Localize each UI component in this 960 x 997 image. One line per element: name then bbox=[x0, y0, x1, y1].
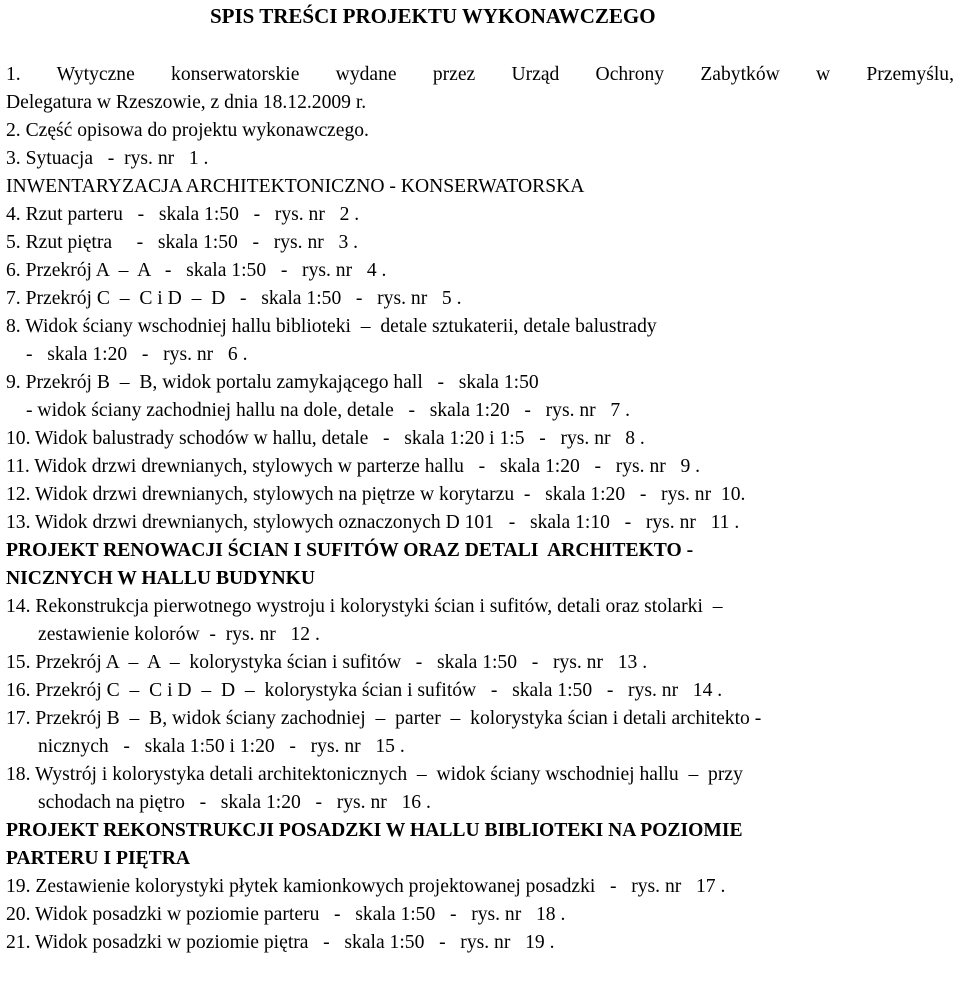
toc-item-12: 12. Widok drzwi drewnianych, stylowych na piętrze w korytarzu - skala 1:20 - rys. nr 10. bbox=[6, 484, 746, 505]
section-heading-floor-line-1: PROJEKT REKONSTRUKCJI POSADZKI W HALLU BIBLIOTEKI NA POZIOMIE bbox=[6, 820, 743, 841]
section-heading-floor-line-2: PARTERU I PIĘTRA bbox=[6, 848, 191, 869]
toc-item-6: 6. Przekrój A – A - skala 1:50 - rys. nr 4 . bbox=[6, 260, 387, 281]
toc-item-7: 7. Przekrój C – C i D – D - skala 1:50 - rys. nr 5 . bbox=[6, 288, 462, 309]
toc-item-19: 19. Zestawienie kolorystyki płytek kamionkowych projektowanej posadzki - rys. nr 17 . bbox=[6, 876, 726, 897]
toc-item-8-line-2: - skala 1:20 - rys. nr 6 . bbox=[26, 344, 248, 365]
document-title: SPIS TREŚCI PROJEKTU WYKONAWCZEGO bbox=[210, 4, 656, 28]
toc-item-16: 16. Przekrój C – C i D – D – kolorystyka ścian i sufitów - skala 1:50 - rys. nr 14 . bbox=[6, 680, 723, 701]
toc-item-1-line-2: Delegatura w Rzeszowie, z dnia 18.12.2009 r. bbox=[6, 92, 367, 113]
toc-item-18-line-2: schodach na piętro - skala 1:20 - rys. nr 16 . bbox=[38, 792, 431, 813]
toc-item-15: 15. Przekrój A – A – kolorystyka ścian i sufitów - skala 1:50 - rys. nr 13 . bbox=[6, 652, 648, 673]
toc-item-18-line-1: 18. Wystrój i kolorystyka detali architektonicznych – widok ściany wschodniej hallu – przy bbox=[6, 764, 743, 785]
toc-item-14-line-1: 14. Rekonstrukcja pierwotnego wystroju i kolorystyki ścian i sufitów, detali oraz stolarki – bbox=[6, 596, 723, 617]
toc-item-17-line-1: 17. Przekrój B – B, widok ściany zachodniej – parter – kolorystyka ścian i detali architekto - bbox=[6, 708, 762, 729]
toc-item-11: 11. Widok drzwi drewnianych, stylowych w parterze hallu - skala 1:20 - rys. nr 9 . bbox=[6, 456, 701, 477]
toc-item-10: 10. Widok balustrady schodów w hallu, detale - skala 1:20 i 1:5 - rys. nr 8 . bbox=[6, 428, 645, 449]
toc-item-8-line-1: 8. Widok ściany wschodniej hallu biblioteki – detale sztukaterii, detale balustrady bbox=[6, 316, 657, 337]
toc-item-21: 21. Widok posadzki w poziomie piętra - skala 1:50 - rys. nr 19 . bbox=[6, 932, 555, 953]
toc-item-3: 3. Sytuacja - rys. nr 1 . bbox=[6, 148, 209, 169]
toc-item-2: 2. Część opisowa do projektu wykonawczego. bbox=[6, 120, 369, 141]
section-heading-renovation-line-1: PROJEKT RENOWACJI ŚCIAN I SUFITÓW ORAZ DETALI ARCHITEKTO - bbox=[6, 540, 694, 561]
toc-item-13: 13. Widok drzwi drewnianych, stylowych oznaczonych D 101 - skala 1:10 - rys. nr 11 . bbox=[6, 512, 740, 533]
toc-item-17-line-2: nicznych - skala 1:50 i 1:20 - rys. nr 15 . bbox=[38, 736, 405, 757]
toc-item-20: 20. Widok posadzki w poziomie parteru - skala 1:50 - rys. nr 18 . bbox=[6, 904, 566, 925]
toc-item-14-line-2: zestawienie kolorów - rys. nr 12 . bbox=[38, 624, 320, 645]
section-heading-renovation-line-2: NICZNYCH W HALLU BUDYNKU bbox=[6, 568, 316, 589]
toc-item-4: 4. Rzut parteru - skala 1:50 - rys. nr 2 . bbox=[6, 204, 360, 225]
toc-item-5: 5. Rzut piętra - skala 1:50 - rys. nr 3 . bbox=[6, 232, 359, 253]
section-heading-inventory: INWENTARYZACJA ARCHITEKTONICZNO - KONSERWATORSKA bbox=[6, 176, 585, 197]
toc-item-1-line-1: 1. Wytyczne konserwatorskie wydane przez Urząd Ochrony Zabytków w Przemyślu, bbox=[6, 64, 954, 85]
toc-item-9-line-1: 9. Przekrój B – B, widok portalu zamykającego hall - skala 1:50 bbox=[6, 372, 539, 393]
toc-item-9-line-2: - widok ściany zachodniej hallu na dole, detale - skala 1:20 - rys. nr 7 . bbox=[26, 400, 630, 421]
